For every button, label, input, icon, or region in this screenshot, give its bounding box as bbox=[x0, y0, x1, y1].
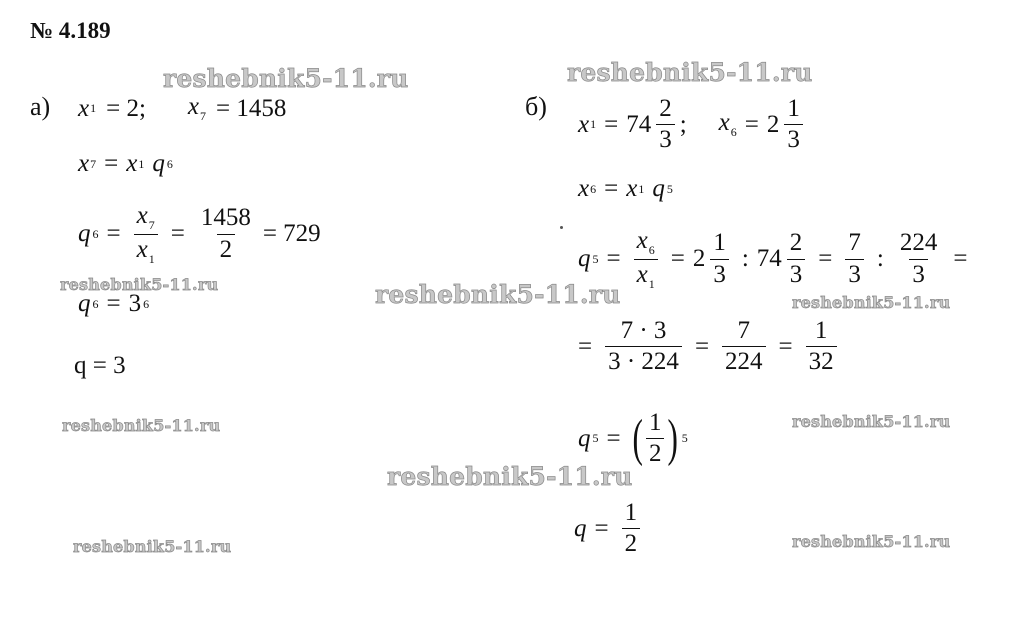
exponent: 6 bbox=[143, 296, 150, 311]
fraction-denominator: 2 bbox=[622, 528, 641, 557]
watermark: reshebnik5-11.ru bbox=[60, 275, 219, 294]
exponent: 5 bbox=[681, 431, 688, 446]
base: 3 bbox=[128, 290, 142, 317]
part-a-q6-calc: q 6 = $\frac{x_7}{x_1}$ = $\frac{1458}{2}$ = 729 bbox=[78, 202, 321, 266]
fraction-denominator: 3 bbox=[787, 259, 806, 288]
part-b-answer: q = $\frac{1}{2}$ bbox=[574, 500, 645, 558]
fraction-numerator: 7 · 3 bbox=[620, 317, 667, 344]
part-b-power-eq: q 5 = ( $\frac{1}{2}$ ) 5 bbox=[578, 409, 688, 468]
fraction-numerator: 1 bbox=[648, 409, 662, 436]
fraction-denominator: 224 bbox=[722, 346, 766, 375]
fraction-numerator: 1 bbox=[713, 229, 726, 257]
fraction-denominator: 3 bbox=[784, 124, 803, 153]
fraction-numerator: 2 bbox=[659, 95, 672, 122]
q-symbol: q bbox=[152, 150, 165, 177]
watermark: reshebnik5-11.ru bbox=[387, 462, 633, 491]
part-b-formula: x 6 = x 1 q 5 bbox=[578, 175, 673, 202]
part-b-given: x 1 = 74 $\frac{2}{3}$ ; $x_6$ = 2 $\frac{1}{3}$ bbox=[578, 96, 808, 154]
fraction-numerator: 2 bbox=[789, 229, 803, 257]
watermark: reshebnik5-11.ru bbox=[375, 280, 621, 309]
mixed-whole: 74 bbox=[756, 245, 782, 273]
fraction-numerator: 1 bbox=[814, 317, 828, 344]
x7-value: = 1458 bbox=[216, 94, 287, 122]
fraction-denominator: 3 · 224 bbox=[605, 346, 682, 375]
fraction-numerator: 224 bbox=[899, 229, 938, 257]
fraction-denominator: 3 bbox=[710, 259, 729, 288]
fraction-denominator: 32 bbox=[806, 346, 837, 375]
fraction-denominator: 3 bbox=[845, 259, 864, 288]
mixed-whole: 2 bbox=[692, 245, 706, 273]
watermark: reshebnik5-11.ru bbox=[73, 537, 232, 556]
part-a-power-eq: q 6 = 3 6 bbox=[78, 290, 150, 317]
watermark: reshebnik5-11.ru bbox=[792, 532, 951, 551]
fraction-numerator: 1 bbox=[624, 499, 638, 526]
part-a-label: а) bbox=[30, 92, 51, 121]
watermark: reshebnik5-11.ru bbox=[567, 58, 813, 87]
x1-value: = 2; bbox=[106, 94, 146, 122]
problem-number: № 4.189 bbox=[30, 18, 111, 43]
fraction-numerator: 1 bbox=[787, 95, 800, 122]
fraction-denominator: 3 bbox=[656, 124, 675, 153]
mixed-whole: 74 bbox=[626, 110, 652, 138]
part-b-q5-calc: q 5 = $\frac{x_6}{x_1}$ = 2 $\frac{1}{3}$ : 74 $\frac{2}{3}$ = $\frac{7}{3}$ : $\frac{224}{3}$ = bbox=[578, 227, 968, 291]
watermark: reshebnik5-11.ru bbox=[792, 412, 951, 431]
stray-dot bbox=[560, 226, 563, 229]
part-a-given: x 1 = 2; $x_7$ = 1458 bbox=[78, 93, 287, 123]
fraction-denominator: 2 bbox=[646, 438, 665, 467]
fraction-denominator: 2 bbox=[217, 234, 236, 263]
part-b-simplify: = $\frac{7 \cdot 3}{3 \cdot 224}$ = $\frac{7}{224}$ = $\frac{1}{32}$ bbox=[570, 318, 842, 376]
fraction-denominator: 3 bbox=[909, 259, 928, 288]
part-a-formula: x 7 = x 1 q 6 bbox=[78, 150, 173, 177]
right-paren: ) bbox=[667, 409, 679, 467]
watermark: reshebnik5-11.ru bbox=[792, 293, 951, 312]
part-a-answer: q = 3 bbox=[74, 352, 126, 379]
fraction-numerator: 7 bbox=[848, 229, 861, 257]
result-729: = 729 bbox=[262, 220, 321, 248]
fraction-numerator: 1458 bbox=[200, 204, 251, 232]
mixed-whole: 2 bbox=[766, 110, 780, 138]
left-paren: ( bbox=[632, 409, 643, 467]
fraction-numerator: 7 bbox=[737, 317, 751, 344]
watermark: reshebnik5-11.ru bbox=[62, 416, 221, 435]
part-b-label: б) bbox=[525, 92, 547, 121]
watermark: reshebnik5-11.ru bbox=[163, 64, 409, 93]
